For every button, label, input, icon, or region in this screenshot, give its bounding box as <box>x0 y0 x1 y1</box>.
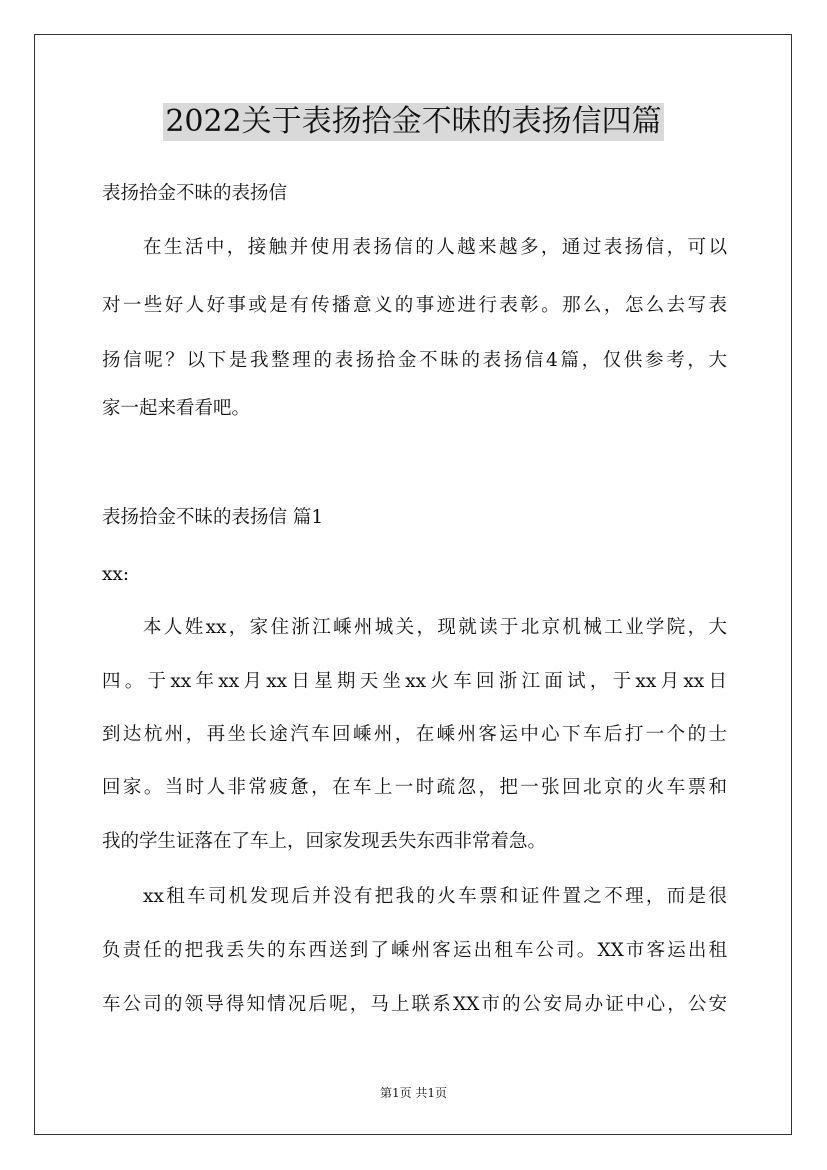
intro-line: 对一些好人好事或是有传播意义的事迹进行表彰。那么，怎么去写表 <box>102 295 727 316</box>
paragraph-line: 我的学生证落在了车上，回家发现丢失东西非常着急。 <box>102 831 547 852</box>
part-heading: 表扬拾金不昧的表扬信 篇1 <box>102 507 324 528</box>
section-heading: 表扬拾金不昧的表扬信 <box>102 183 288 204</box>
paragraph-line: 本人姓xx，家住浙江嵊州城关，现就读于北京机械工业学院，大 <box>143 617 727 638</box>
paragraph-line: 到达杭州，再坐长途汽车回嵊州，在嵊州客运中心下车后打一个的士 <box>102 724 727 745</box>
paragraph-line: 负责任的把我丢失的东西送到了嵊州客运出租车公司。XX市客运出租 <box>102 940 727 961</box>
title-container <box>0 103 827 141</box>
paragraph-line: 四。于xx年xx月xx日星期天坐xx火车回浙江面试，于xx月xx日 <box>102 671 727 692</box>
intro-line: 在生活中，接触并使用表扬信的人越来越多，通过表扬信，可以 <box>143 237 727 258</box>
intro-line: 扬信呢？以下是我整理的表扬拾金不昧的表扬信4篇，仅供参考，大 <box>102 350 727 371</box>
page-footer: 第1页 共1页 <box>379 1086 448 1100</box>
paragraph-line: 车公司的领导得知情况后呢，马上联系XX市的公安局办证中心，公安 <box>102 994 727 1015</box>
salutation: xx: <box>102 564 130 585</box>
paragraph-line: 回家。当时人非常疲惫，在车上一时疏忽，把一张回北京的火车票和 <box>102 777 727 798</box>
paragraph-line: xx租车司机发现后并没有把我的火车票和证件置之不理，而是很 <box>143 886 727 907</box>
document-title: 2022关于表扬拾金不昧的表扬信四篇 <box>165 104 662 139</box>
intro-line: 家一起来看看吧。 <box>102 398 251 419</box>
